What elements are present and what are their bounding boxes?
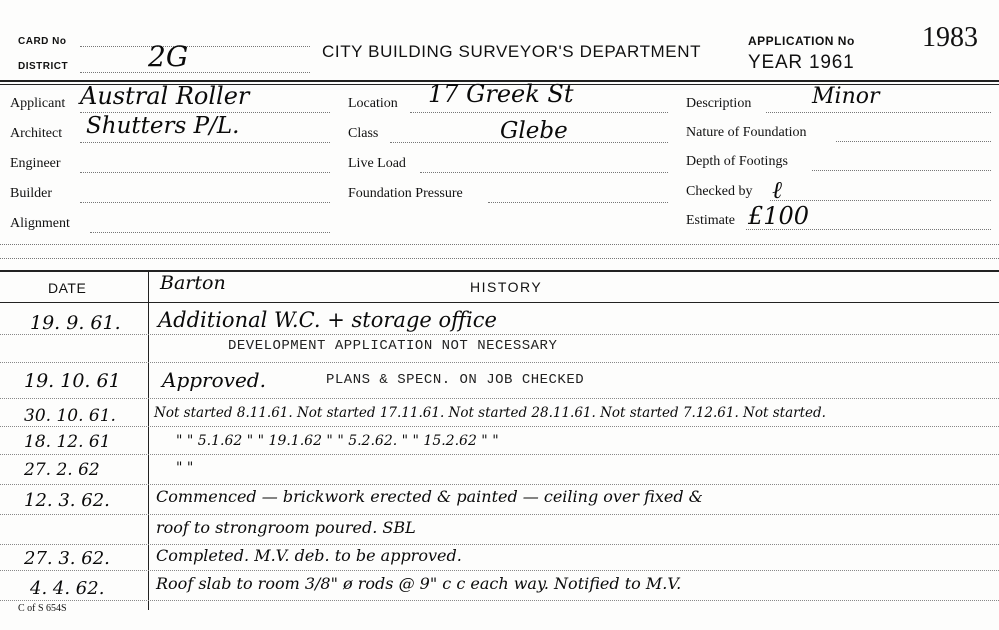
builder-line <box>80 202 330 203</box>
district-line <box>80 72 310 73</box>
history-entry: Additional W.C. + storage office <box>158 308 497 332</box>
estimate-value: £100 <box>748 202 810 230</box>
history-row-rule <box>0 454 999 455</box>
location-line <box>410 112 668 113</box>
date-column-divider <box>148 270 149 610</box>
history-header: HISTORY <box>470 279 543 295</box>
applicant-label: Applicant <box>10 96 66 111</box>
checked-by-label: Checked by <box>686 184 753 199</box>
engineer-label: Engineer <box>10 156 61 171</box>
history-entry: Not started 8.11.61. Not started 17.11.61. Not started 28.11.61. Not started 7.12.61. Not started. <box>154 405 826 421</box>
history-entry: Completed. M.V. deb. to be approved. <box>156 546 462 565</box>
history-date: 18. 12. 61 <box>24 432 111 452</box>
class-label: Class <box>348 126 379 141</box>
description-value: Minor <box>812 84 880 109</box>
history-stamp: DEVELOPMENT APPLICATION NOT NECESSARY <box>228 338 558 354</box>
history-row-rule <box>0 570 999 571</box>
inspector-name: Barton <box>160 272 226 294</box>
alignment-line <box>90 232 330 233</box>
history-date: 19. 9. 61. <box>30 312 121 334</box>
location-value: 17 Greek St <box>428 80 574 108</box>
live-load-label: Live Load <box>348 156 406 171</box>
engineer-line <box>80 172 330 173</box>
history-row-rule <box>0 426 999 427</box>
description-line <box>766 112 991 113</box>
history-row-rule <box>0 600 999 601</box>
description-label: Description <box>686 96 752 111</box>
history-row-rule <box>0 398 999 399</box>
form-code: C of S 654S <box>18 603 67 614</box>
estimate-label: Estimate <box>686 213 735 228</box>
history-date: 30. 10. 61. <box>24 406 116 426</box>
history-date: 27. 2. 62 <box>24 460 100 480</box>
application-no-label: APPLICATION No <box>748 34 855 48</box>
fields-bottom-line <box>0 244 999 245</box>
checked-by-line <box>770 200 991 201</box>
history-header-rule <box>0 302 999 303</box>
alignment-label: Alignment <box>10 216 70 231</box>
history-entry: " " <box>176 460 194 476</box>
year-label: YEAR 1961 <box>748 52 855 73</box>
depth-of-footings-label: Depth of Footings <box>686 154 788 169</box>
architect-label: Architect <box>10 126 63 141</box>
live-load-line <box>420 172 668 173</box>
foundation-pressure-label: Foundation Pressure <box>348 186 463 201</box>
foundation-pressure-line <box>488 202 668 203</box>
architect-line <box>80 142 330 143</box>
nature-of-foundation-label: Nature of Foundation <box>686 125 807 140</box>
class-value: Glebe <box>500 118 568 144</box>
department-title: CITY BUILDING SURVEYOR'S DEPARTMENT <box>322 42 702 61</box>
history-stamp: PLANS & SPECN. ON JOB CHECKED <box>326 372 585 388</box>
history-date: 27. 3. 62. <box>24 548 110 569</box>
district-value: 2G <box>148 40 189 73</box>
history-top-rule <box>0 270 999 272</box>
card-no-line <box>80 46 310 47</box>
checked-by-value: ℓ <box>772 176 782 204</box>
history-row-rule <box>0 514 999 515</box>
history-date: 4. 4. 62. <box>30 578 105 599</box>
history-entry: Roof slab to room 3/8" ø rods @ 9" c c each way. Notified to M.V. <box>156 574 682 593</box>
date-header: DATE <box>48 280 87 296</box>
history-row-rule <box>0 334 999 335</box>
history-entry: Approved. <box>162 368 266 392</box>
location-label: Location <box>348 96 398 111</box>
history-row-rule <box>0 484 999 485</box>
fields-bottom-line-2 <box>0 258 999 259</box>
applicant-value: Austral Roller <box>80 82 250 110</box>
depth-of-footings-line <box>812 170 991 171</box>
history-date: 12. 3. 62. <box>24 490 110 511</box>
history-date: 19. 10. 61 <box>24 370 121 392</box>
district-label: DISTRICT <box>18 61 69 72</box>
history-entry: roof to strongroom poured. SBL <box>156 518 416 537</box>
nature-of-foundation-line <box>836 141 991 142</box>
history-row-rule <box>0 544 999 545</box>
architect-value: Shutters P/L. <box>86 113 240 139</box>
application-no-value: 1983 <box>922 22 978 53</box>
history-row-rule <box>0 362 999 363</box>
builder-label: Builder <box>10 186 52 201</box>
history-entry: Commenced — brickwork erected & painted — ceiling over fixed & <box>156 487 703 506</box>
history-entry: " " 5.1.62 " " 19.1.62 " " 5.2.62. " " 15.2.62 " " <box>176 433 499 449</box>
card-no-label: CARD No <box>18 36 67 47</box>
